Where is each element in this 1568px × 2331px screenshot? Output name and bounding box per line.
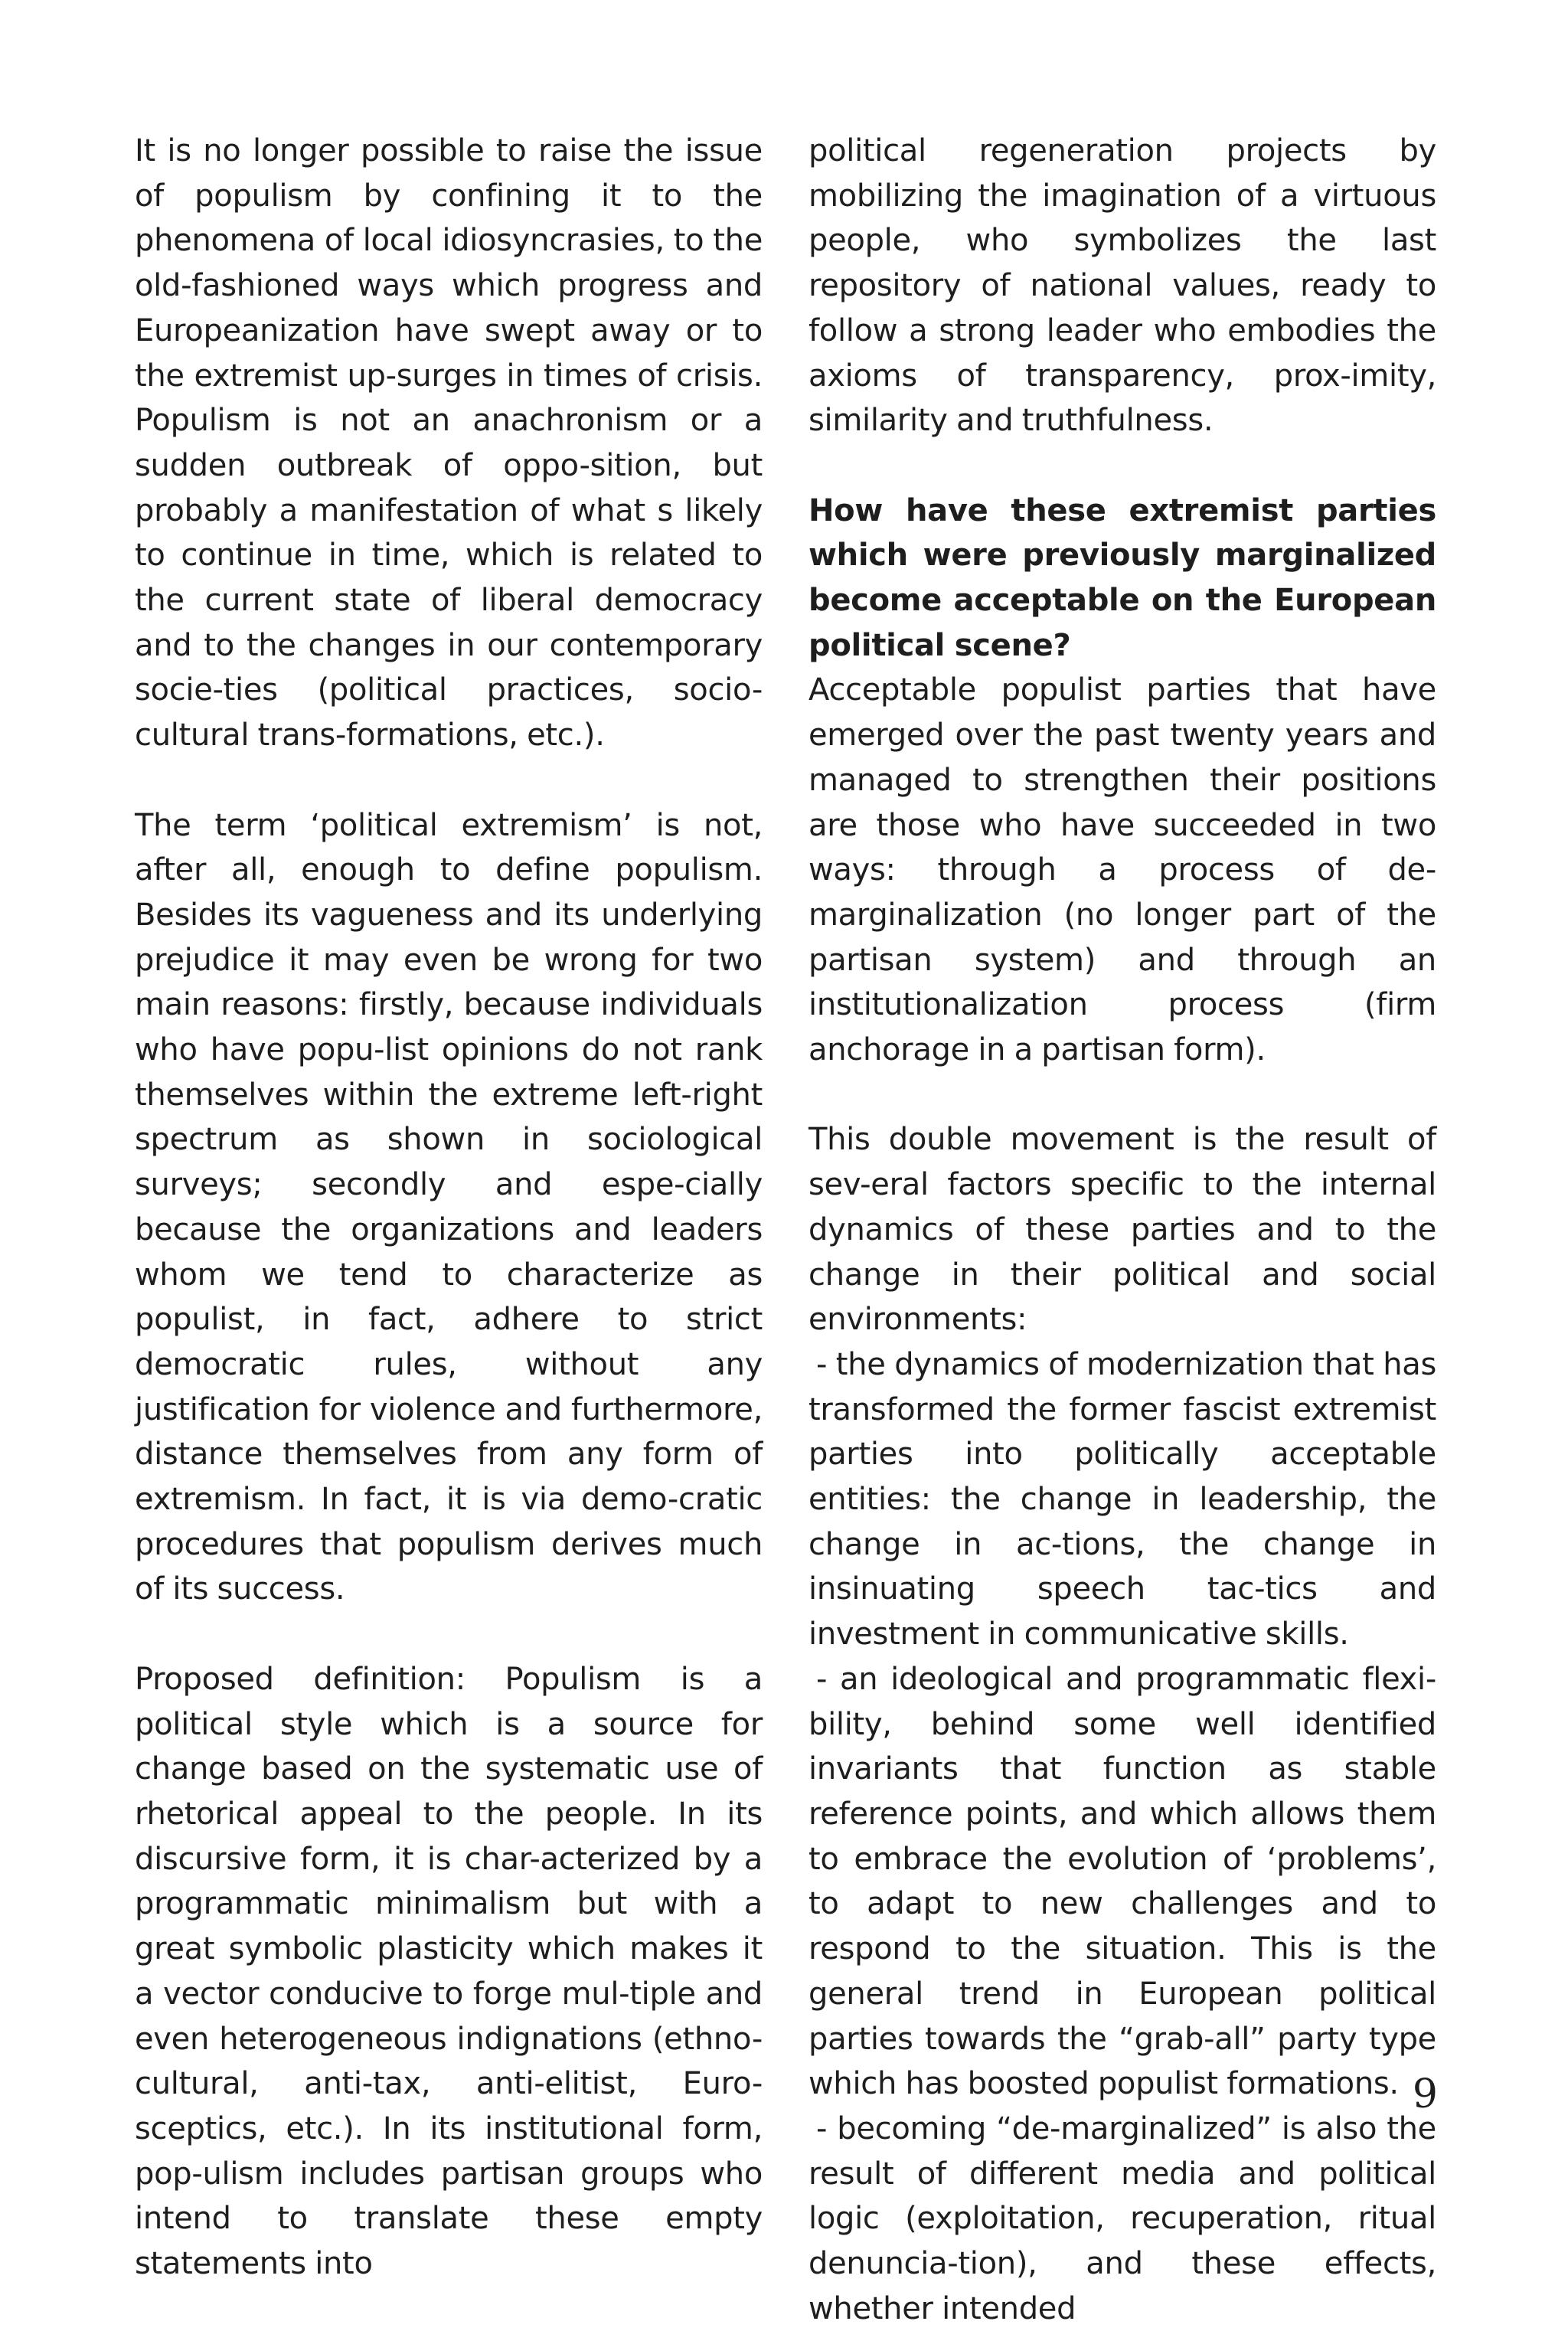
- paragraph-gap: [808, 443, 1436, 489]
- right-column: [808, 129, 1436, 2331]
- paragraph-political-extremism: The term ‘political extremism’ is not, after all, enough to define populism. Besides its vagueness and its underlying prejudice it may even be wrong for two main reasons: firstly, because individuals who have popu-list opinions do not rank themselves within the extreme left-right spectrum as shown in sociological surveys; secondly and espe-cially because the organizations and leaders whom we tend to characterize as populist, in fact, adhere to strict democratic rules, without any justification for violence and furthermore, distance themselves from any form of extremism. In fact, it is via demo-cratic procedures that populism derives much of its success.: [135, 807, 763, 1607]
- paragraph-proposed-definition: Proposed definition: Populism is a political style which is a source for change based on the systematic use of rhetorical appeal to the people. In its discursive form, it is char-acterized by a programmatic minimalism but with a great symbolic plasticity which makes it a vector conducive to forge mul-tiple and even heterogeneous indignations (ethno-cultural, anti-tax, anti-elitist, Euro-sceptics, etc.). In its institutional form, pop-ulism includes partisan groups who intend to translate these empty statements into: [135, 1661, 763, 2282]
- paragraph-gap: [808, 1073, 1436, 1118]
- list-item-de-marginalized: - becoming “de-marginalized” is also the result of different media and political logic (exploitation, recuperation, ritual denuncia-tion), and these effects, whether intended: [808, 2110, 1436, 2326]
- section-heading: How have these extremist parties which were previously marginalized become acceptable on the European political scene?: [808, 492, 1436, 663]
- paragraph-acceptable-parties: Acceptable populist parties that have emerged over the past twenty years and managed to strengthen their positions are those who have succeeded in two ways: through a process of de-marginalization (no longer part of the partisan system) and through an institutionalization process (firm anchorage in a partisan form).: [808, 672, 1436, 1068]
- list-item-flexibility: - an ideological and programmatic flexi-bility, behind some well identified invariants that function as stable reference points, and which allows them to embrace the evolution of ‘problems’, to adapt to new challenges and to respond to the situation. This is the general trend in European political parties towards the “grab-all” party type which has boosted populist formations.: [808, 1661, 1436, 2102]
- paragraph-regeneration-projects: political regeneration projects by mobilizing the imagination of a virtuous people, who symbolizes the last repository of national values, ready to follow a strong leader who embodies the axioms of transparency, prox-imity, similarity and truthfulness.: [808, 133, 1436, 439]
- paragraph-populism-phenomena: It is no longer possible to raise the issue of populism by confining it to the phenomena of local idiosyncrasies, to the old-fashioned ways which progress and Europeanization have swept away or to the extremist up-surges in times of crisis. Populism is not an anachronism or a sudden outbreak of oppo-sition, but probably a manifestation of what s likely to continue in time, which is related to the current state of liberal democracy and to the changes in our contemporary socie-ties (political practices, socio-cultural trans-formations, etc.).: [135, 133, 763, 754]
- left-column: [135, 129, 763, 2287]
- list-item-modernization: - the dynamics of modernization that has transformed the former fascist extremist parties into politically acceptable entities: the change in leadership, the change in ac-tions, the change in insinuating speech tac-tics and investment in communicative skills.: [808, 1346, 1436, 1653]
- paragraph-gap: [135, 758, 763, 803]
- page-number: 9: [1412, 2071, 1438, 2117]
- paragraph-double-movement: This double movement is the result of sev-eral factors specific to the internal dynamics of these parties and to the change in their political and social environments:: [808, 1122, 1436, 1338]
- paragraph-gap: [135, 1612, 763, 1657]
